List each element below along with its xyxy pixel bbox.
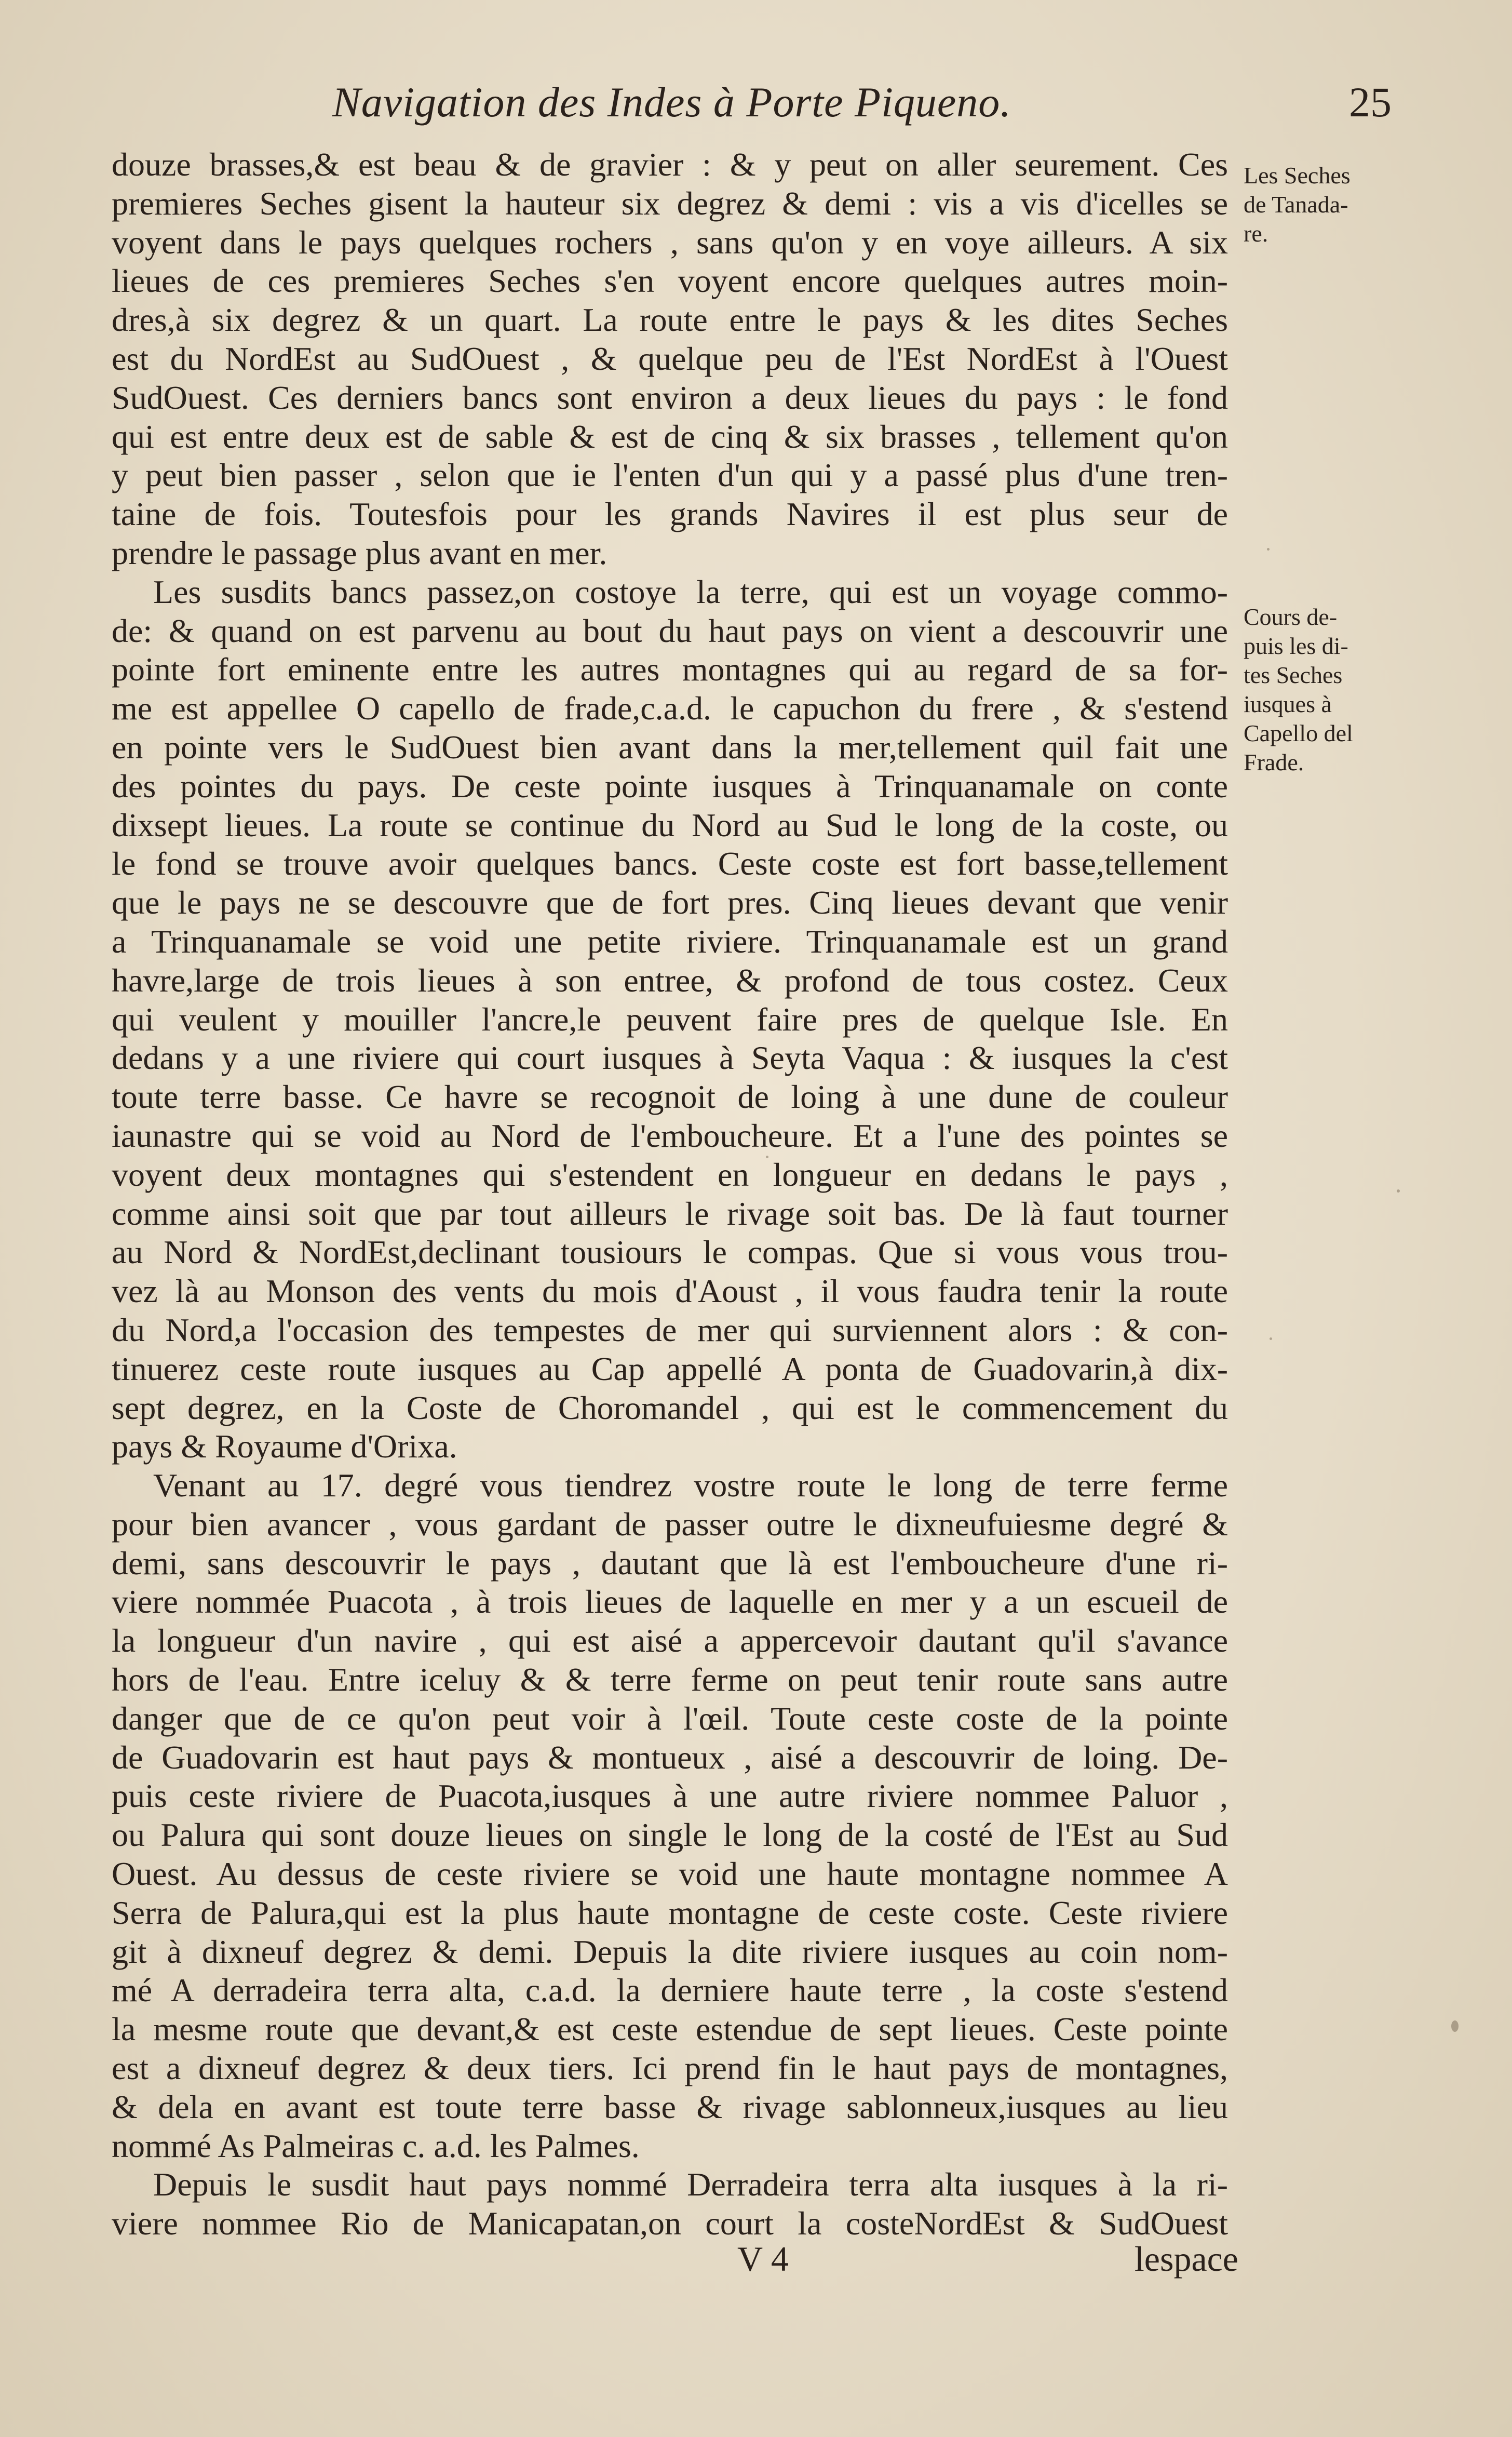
body-text xyxy=(112,145,1228,2243)
text-line: mé A derradeira terra alta, c.a.d. la derniere haute terre , la coste s'estend xyxy=(112,1972,1228,2009)
text-line: SudOuest. Ces derniers bancs sont environ a deux lieues du pays : le fond xyxy=(112,379,1228,416)
margin-note-line: Capello del xyxy=(1244,720,1353,746)
paragraph xyxy=(112,145,1228,573)
text-line: que le pays ne se descouvre que de fort pres. Cinq lieues devant que venir xyxy=(112,884,1228,921)
margin-note-line: puis les di- xyxy=(1244,633,1348,659)
text-line: toute terre basse. Ce havre se recognoit de loing à une dune de couleur xyxy=(112,1078,1228,1116)
margin-note-line: Frade. xyxy=(1244,749,1304,775)
margin-note-line: Les Seches xyxy=(1244,162,1351,189)
text-line: des pointes du pays. De ceste pointe iusques à Trinquanamale on conte xyxy=(112,767,1228,805)
text-line: havre,large de trois lieues à son entree, & profond de tous costez. Ceux xyxy=(112,961,1228,999)
paragraph xyxy=(112,2165,1228,2243)
text-line: Les susdits bancs passez,on costoye la terre, qui est un voyage commo- xyxy=(153,573,1228,610)
text-line: premieres Seches gisent la hauteur six degrez & demi : vis a vis d'icelles se xyxy=(112,184,1228,222)
text-line: Ouest. Au dessus de ceste riviere se void une haute montagne nommee A xyxy=(112,1855,1228,1893)
paper-speck xyxy=(1451,2020,1459,2032)
text-line: prendre le passage plus avant en mer. xyxy=(112,534,608,571)
text-line: Depuis le susdit haut pays nommé Derradeira terra alta iusques à la ri- xyxy=(153,2166,1228,2203)
text-line: demi, sans descouvrir le pays , dautant que là est l'emboucheure d'une ri- xyxy=(112,1544,1228,1582)
text-line: voyent deux montagnes qui s'estendent en longueur en dedans le pays , xyxy=(112,1156,1228,1193)
text-line: Serra de Palura,qui est la plus haute montagne de ceste coste. Ceste riviere xyxy=(112,1894,1228,1931)
text-line: est a dixneuf degrez & deux tiers. Ici prend fin le haut pays de montagnes, xyxy=(112,2050,1228,2087)
text-line: de Guadovarin est haut pays & montueux , aisé a descouvrir de loing. De- xyxy=(112,1738,1228,1776)
paper-speck xyxy=(1267,548,1270,551)
text-line: puis ceste riviere de Puacota,iusques à une autre riviere nommee Paluor , xyxy=(112,1777,1228,1815)
text-line: dedans y a une riviere qui court iusques à Seyta Vaqua : & iusques la c'est xyxy=(112,1039,1228,1077)
text-line: est du NordEst au SudOuest , & quelque peu de l'Est NordEst à l'Ouest xyxy=(112,340,1228,377)
paper-speck xyxy=(1270,1337,1272,1340)
text-line: iaunastre qui se void au Nord de l'emboucheure. Et a l'une des pointes se xyxy=(112,1117,1228,1154)
text-line: de: & quand on est parvenu au bout du haut pays on vient a descouvrir une xyxy=(112,612,1228,649)
margin-note-line: tes Seches xyxy=(1244,662,1343,688)
text-line: au Nord & NordEst,declinant tousiours le compas. Que si vous vous trou- xyxy=(112,1234,1228,1271)
text-line: dixsept lieues. La route se continue du Nord au Sud le long de la coste, ou xyxy=(112,806,1228,843)
page-footer xyxy=(112,2239,1238,2285)
text-line: en pointe vers le SudOuest bien avant dans la mer,tellement quil fait une xyxy=(112,728,1228,766)
margin-note-line: re. xyxy=(1244,220,1268,247)
text-line: Venant au 17. degré vous tiendrez vostre route le long de terre ferme xyxy=(153,1467,1228,1504)
text-line: la longueur d'un navire , qui est aisé a appercevoir dautant qu'il s'avance xyxy=(112,1622,1228,1659)
text-line: hors de l'eau. Entre iceluy & & terre ferme on peut tenir route sans autre xyxy=(112,1661,1228,1698)
text-line: pointe fort eminente entre les autres montagnes qui au regard de sa for- xyxy=(112,651,1228,688)
text-line: & dela en avant est toute terre basse & rivage sablonneux,iusques au lieu xyxy=(112,2088,1228,2125)
catchword: lespace xyxy=(1134,2239,1238,2279)
margin-note xyxy=(1244,602,1399,777)
running-head: Navigation des Indes à Porte Piqueno. xyxy=(332,78,1011,126)
text-line: dres,à six degrez & un quart. La route entre le pays & les dites Seches xyxy=(112,301,1228,339)
text-line: a Trinquanamale se void une petite riviere. Trinquanamale est un grand xyxy=(112,922,1228,960)
text-line: danger que de ce qu'on peut voir à l'œil. Toute ceste coste de la pointe xyxy=(112,1699,1228,1737)
text-line: taine de fois. Toutesfois pour les grands Navires il est plus seur de xyxy=(112,496,1228,533)
margin-note-line: de Tanada- xyxy=(1244,191,1348,218)
text-line: viere nommee Rio de Manicapatan,on court la costeNordEst & SudOuest xyxy=(112,2205,1228,2242)
text-line: pays & Royaume d'Orixa. xyxy=(112,1428,457,1465)
page-number: 25 xyxy=(1349,78,1392,126)
text-line: qui est entre deux est de sable & est de cinq & six brasses , tellement qu'on xyxy=(112,418,1228,455)
text-line: sept degrez, en la Coste de Choromandel , qui est le commencement du xyxy=(112,1389,1228,1426)
paragraph xyxy=(112,1466,1228,2165)
text-line: vez là au Monson des vents du mois d'Aoust , il vous faudra tenir la route xyxy=(112,1273,1228,1310)
text-line: le fond se trouve avoir quelques bancs. Ceste coste est fort basse,tellement xyxy=(112,845,1228,882)
paper-speck xyxy=(1397,1189,1400,1193)
text-line: y peut bien passer , selon que ie l'enten d'un qui y a passé plus d'une tren- xyxy=(112,457,1228,494)
text-line: lieues de ces premieres Seches s'en voyent encore quelques autres moin- xyxy=(112,262,1228,300)
margin-note-line: Cours de- xyxy=(1244,604,1338,630)
text-line: comme ainsi soit que par tout ailleurs le rivage soit bas. De là faut tourner xyxy=(112,1195,1228,1232)
text-line: du Nord,a l'occasion des tempestes de mer qui surviennent alors : & con- xyxy=(112,1311,1228,1348)
text-line: viere nommée Puacota , à trois lieues de laquelle en mer y a un escueil de xyxy=(112,1583,1228,1621)
margin-note xyxy=(1244,161,1399,248)
text-line: pour bien avancer , vous gardant de passer outre le dixneufuiesme degré & xyxy=(112,1505,1228,1543)
text-line: la mesme route que devant,& est ceste estendue de sept lieues. Ceste pointe xyxy=(112,2011,1228,2048)
text-line: git à dixneuf degrez & demi. Depuis la dite riviere iusques au coin nom- xyxy=(112,1933,1228,1970)
text-line: ou Palura qui sont douze lieues on single le long de la costé de l'Est au Sud xyxy=(112,1816,1228,1854)
text-line: nommé As Palmeiras c. a.d. les Palmes. xyxy=(112,2127,640,2164)
paragraph xyxy=(112,573,1228,1466)
text-line: qui veulent y mouiller l'ancre,le peuvent faire pres de quelque Isle. En xyxy=(112,1000,1228,1038)
text-line: voyent dans le pays quelques rochers , sans qu'on y en voye ailleurs. A six xyxy=(112,223,1228,261)
page-header xyxy=(109,78,1392,140)
text-line: tinuerez ceste route iusques au Cap appellé A ponta de Guadovarin,à dix- xyxy=(112,1350,1228,1387)
signature-mark: V 4 xyxy=(737,2239,789,2279)
text-line: me est appellee O capello de frade,c.a.d. le capuchon du frere , & s'estend xyxy=(112,690,1228,727)
margin-note-line: iusques à xyxy=(1244,691,1332,717)
text-line: douze brasses,& est beau & de gravier : & y peut on aller seurement. Ces xyxy=(112,146,1228,183)
